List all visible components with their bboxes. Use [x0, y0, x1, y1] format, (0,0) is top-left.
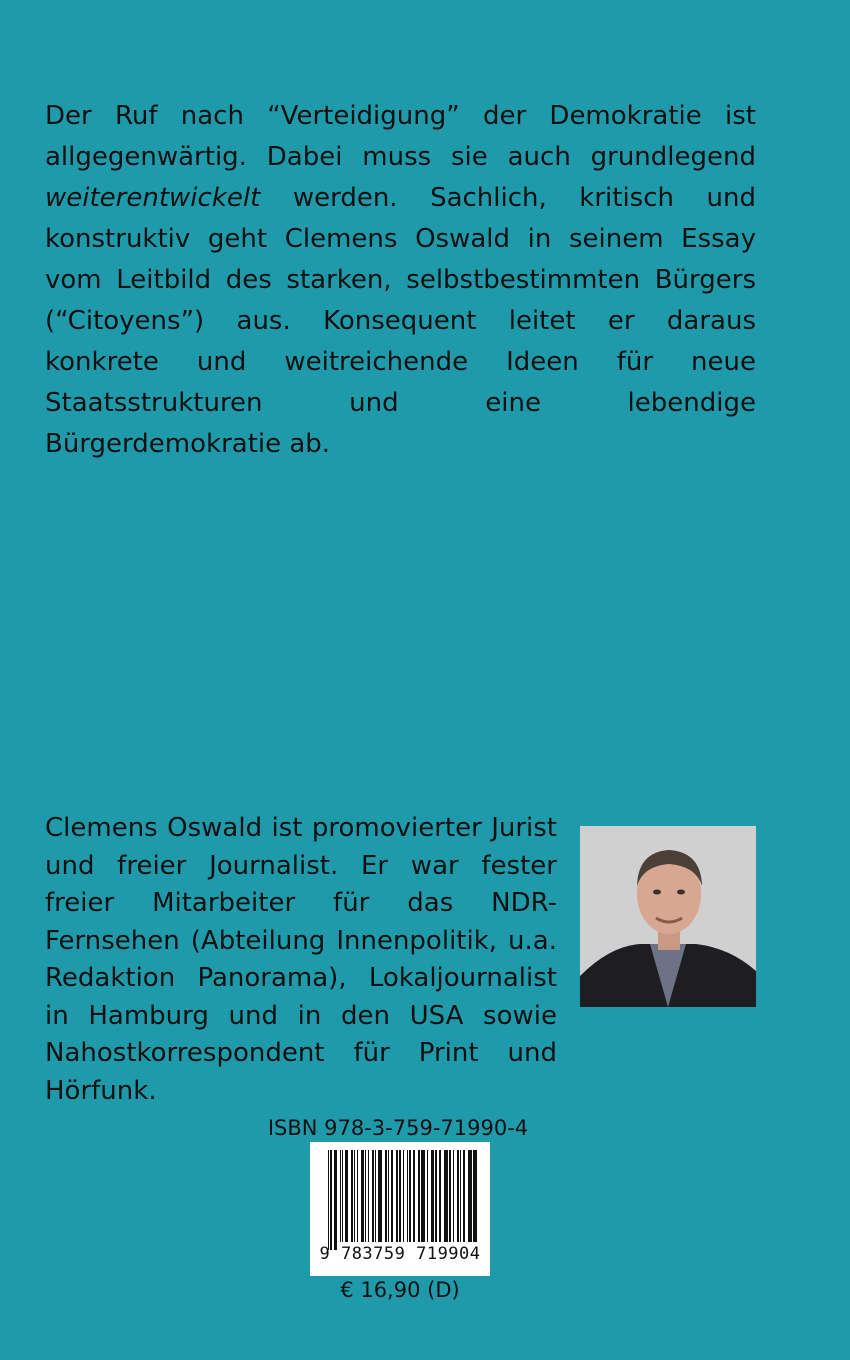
blurb-text-part2: werden. Sachlich, kritisch und konstruktiv geht Clemens Oswald in seinem Essay vom Leitbild des starken, selbstbestimmten Bürgers (“Citoyens”) aus. Konsequent leitet er daraus konkrete und weitreichende Ideen für neue Staatsstrukturen und eine lebendige Bürgerdemokratie ab.	[45, 183, 756, 459]
barcode-bar	[453, 1150, 454, 1242]
barcode-bar	[328, 1150, 329, 1250]
barcode-bar	[385, 1150, 387, 1242]
barcode-bar	[409, 1150, 411, 1242]
barcode-bar	[403, 1150, 404, 1242]
barcode-bar	[378, 1150, 382, 1242]
barcode-bar	[439, 1150, 441, 1242]
barcode-bar	[431, 1150, 434, 1242]
barcode-bar	[407, 1150, 408, 1242]
back-cover-blurb	[45, 96, 756, 465]
barcode-bar	[413, 1150, 415, 1242]
barcode-bar	[468, 1150, 472, 1242]
barcode-digits: 9 783759 719904	[319, 1244, 481, 1264]
barcode-bar	[463, 1150, 465, 1242]
barcode-bar	[457, 1150, 459, 1242]
barcode-bar	[354, 1150, 355, 1242]
barcode-bar	[421, 1150, 425, 1242]
barcode-bar	[473, 1150, 477, 1242]
barcode-bar	[418, 1150, 420, 1242]
author-bio: Clemens Oswald ist promovierter Jurist und freier Journalist. Er war fester freier Mitarbeiter für das NDR-Fernsehen (Abteilung Innenpolitik, u.a. Redaktion Panorama), Lokaljournalist in Hamburg und in den USA sowie Nahostkorrespondent für Print und Hörfunk.	[45, 813, 557, 1106]
barcode-bar	[365, 1150, 366, 1242]
barcode-bar	[357, 1150, 358, 1242]
barcode-bar	[388, 1150, 389, 1242]
barcode-bar	[340, 1150, 341, 1242]
author-photo	[580, 826, 756, 1007]
barcode-bar	[361, 1150, 364, 1242]
barcode-bar	[334, 1150, 337, 1250]
barcode-bar	[345, 1150, 348, 1242]
barcode-bar	[330, 1150, 332, 1250]
barcode-bar	[449, 1150, 451, 1242]
barcode-bar	[444, 1150, 448, 1242]
barcode-bar	[396, 1150, 398, 1242]
barcode-bar	[391, 1150, 393, 1242]
barcode-bar	[368, 1150, 369, 1242]
blurb-text-part1: Der Ruf nach “Verteidigung” der Demokratie ist allgegenwärtig. Dabei muss sie auch grundlegend	[45, 101, 756, 172]
blurb-emphasis: weiterentwickelt	[45, 183, 261, 213]
barcode-bar	[351, 1150, 353, 1242]
barcode-bar	[435, 1150, 437, 1242]
barcode-bar	[399, 1150, 401, 1242]
barcode-bar	[372, 1150, 374, 1242]
barcode-bar	[460, 1150, 461, 1242]
barcode-bar	[375, 1150, 376, 1242]
barcode	[310, 1142, 490, 1276]
barcode-bar	[427, 1150, 428, 1242]
price-label: € 16,90 (D)	[340, 1278, 460, 1302]
barcode-bar	[342, 1150, 343, 1242]
isbn-label: ISBN 978-3-759-71990-4	[267, 1116, 529, 1140]
